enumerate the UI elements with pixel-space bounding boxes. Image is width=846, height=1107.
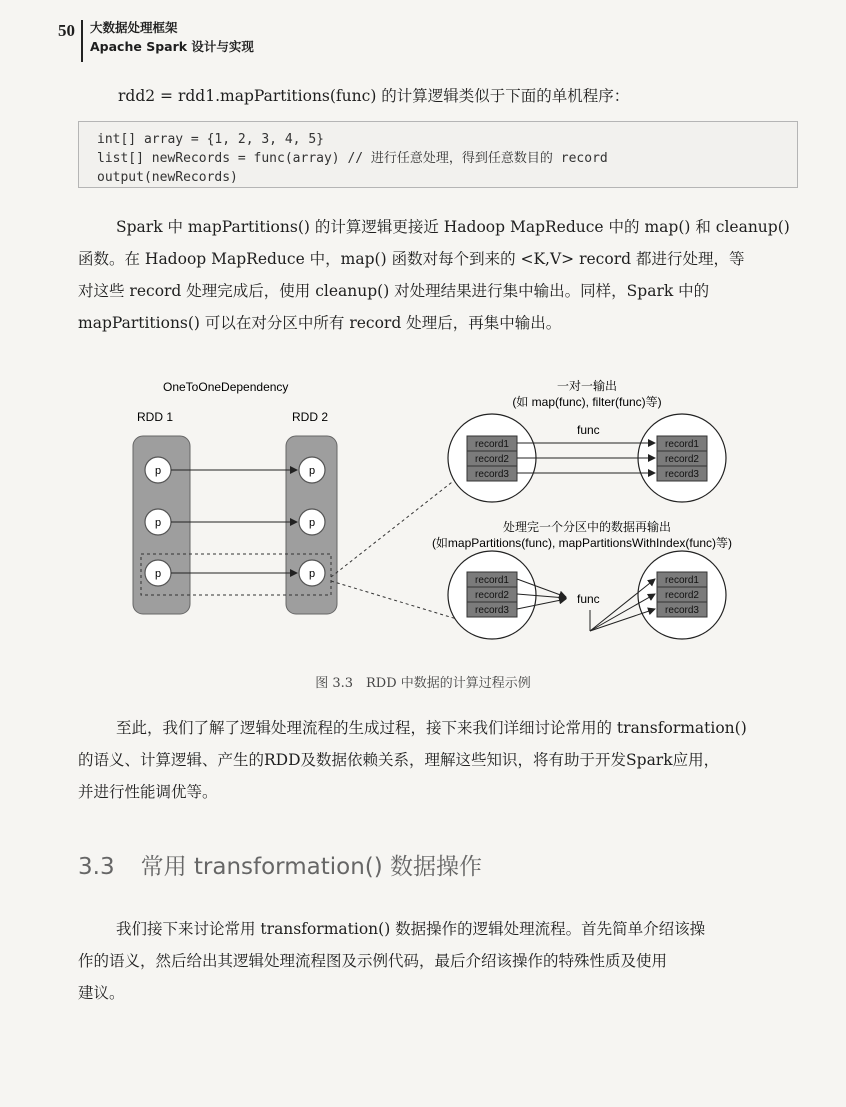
paragraph-line: 函数。在 Hadoop MapReduce 中，map() 函数对每个到来的 <K,V> record 都进行处理，等	[78, 250, 745, 268]
func-label-bottom: func	[577, 592, 600, 606]
paragraph-mappartitions	[78, 211, 802, 339]
record-label: record2	[475, 454, 509, 465]
one-to-one-subtitle: (如 map(func), filter(func)等)	[512, 395, 662, 409]
partition-label: p	[308, 465, 316, 477]
record-label: record3	[475, 469, 509, 480]
paragraph-line: 至此，我们了解了逻辑处理流程的生成过程，接下来我们详细讨论常用的 transformation()	[116, 719, 747, 737]
book-subtitle: Apache Spark 设计与实现	[90, 39, 254, 54]
paragraph-line: 并进行性能调优等。	[78, 783, 218, 801]
paragraph-line: 的语义、计算逻辑、产生的RDD及数据依赖关系，理解这些知识，将有助于开发Spark应用，	[78, 751, 720, 769]
partition-label: p	[154, 517, 162, 529]
code-block	[78, 121, 798, 188]
zoom-line	[331, 468, 470, 577]
code-line: output(newRecords)	[97, 170, 238, 185]
record-label: record1	[665, 575, 699, 586]
intro-sentence: rdd2 = rdd1.mapPartitions(func) 的计算逻辑类似于下面的单机程序：	[118, 87, 630, 105]
dependency-label: OneToOneDependency	[163, 380, 289, 394]
partition-label: p	[308, 568, 316, 580]
section-number: 3.3	[78, 854, 115, 880]
partition-label: p	[154, 465, 162, 477]
rdd-computation-figure	[0, 348, 846, 678]
paragraph-line: 作的语义，然后给出其逻辑处理流程图及示例代码，最后介绍该操作的特殊性质及使用	[78, 952, 668, 970]
record-label: record3	[665, 469, 699, 480]
code-line: int[] array = {1, 2, 3, 4, 5}	[97, 132, 324, 147]
partition-label: p	[308, 517, 316, 529]
paragraph-line: 建议。	[78, 984, 125, 1002]
figure-caption: 图 3.3 RDD 中数据的计算过程示例	[315, 676, 531, 691]
one-to-one-title: 一对一输出	[556, 379, 618, 393]
record-label: record3	[475, 605, 509, 616]
record-label: record2	[475, 590, 509, 601]
record-label: record1	[475, 439, 509, 450]
paragraph-line: 我们接下来讨论常用 transformation() 数据操作的逻辑处理流程。首先简单介绍该操	[116, 920, 706, 938]
section-title: 常用 transformation() 数据操作	[140, 854, 483, 880]
record-label: record2	[665, 454, 699, 465]
paragraph-transformation	[78, 913, 802, 1009]
paragraph-line: mapPartitions() 可以在对分区中所有 record 处理后，再集中输出。	[78, 314, 562, 332]
func-label-top: func	[577, 423, 600, 437]
rdd2-label: RDD 2	[292, 410, 329, 424]
record-label: record2	[665, 590, 699, 601]
record-label: record3	[665, 605, 699, 616]
header-divider	[81, 20, 83, 62]
section-heading	[78, 848, 482, 881]
running-header	[58, 18, 254, 62]
rdd1-label: RDD 1	[137, 410, 174, 424]
batch-subtitle: (如mapPartitions(func), mapPartitionsWithIndex(func)等)	[431, 536, 733, 550]
paragraph-line: Spark 中 mapPartitions() 的计算逻辑更接近 Hadoop MapReduce 中的 map() 和 cleanup()	[116, 218, 790, 236]
record-label: record1	[665, 439, 699, 450]
paragraph-summary	[78, 712, 802, 808]
code-line: list[] newRecords = func(array) // 进行任意处理，得到任意数目的 record	[97, 151, 608, 166]
record-label: record1	[475, 575, 509, 586]
paragraph-line: 对这些 record 处理完成后，使用 cleanup() 对处理结果进行集中输出。同样，Spark 中的	[78, 282, 710, 300]
partition-label: p	[154, 568, 162, 580]
batch-title: 处理完一个分区中的数据再输出	[502, 520, 672, 534]
book-title: 大数据处理框架	[90, 20, 178, 35]
page-number: 50	[58, 21, 75, 40]
